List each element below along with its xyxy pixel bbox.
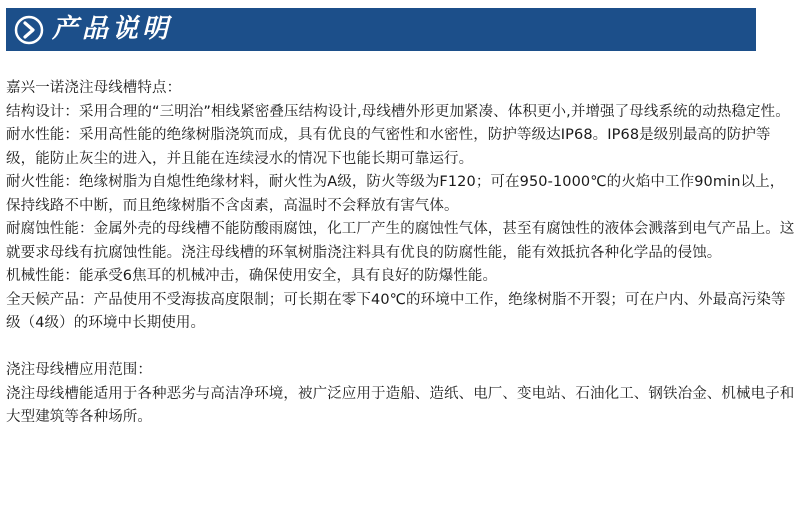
- page-title: 产品说明: [52, 14, 173, 44]
- feature-corrosion-resistance: 耐腐蚀性能：金属外壳的母线槽不能防酸雨腐蚀，化工厂产生的腐蚀性气体，甚至有腐蚀性的液体会溅落到电气产品上。这就要求母线有抗腐蚀性能。浇注母线槽的环氧树脂浇注料具有优良的防腐性能，能有效抵抗各种化学品的侵蚀。: [6, 221, 795, 261]
- features-heading: 嘉兴一诺浇注母线槽特点：: [6, 80, 182, 96]
- application-heading: 浇注母线槽应用范围：: [6, 362, 152, 378]
- feature-mechanical: 机械性能：能承受6焦耳的机械冲击，确保使用安全，具有良好的防爆性能。: [6, 268, 498, 284]
- section-banner: [6, 8, 756, 51]
- application-scope: 浇注母线槽能适用于各种恶劣与高洁净环境，被广泛应用于造船、造纸、电厂、变电站、石油化工、钢铁冶金、机械电子和大型建筑等各种场所。: [6, 385, 795, 425]
- section-spacer: [6, 336, 796, 360]
- feature-water-resistance: 耐水性能：采用高性能的绝缘树脂浇筑而成，具有优良的气密性和水密性，防护等级达IP68。IP68是级别最高的防护等级，能防止灰尘的进入，并且能在连续浸水的情况下也能长期可靠运行。: [6, 127, 771, 167]
- feature-structure: 结构设计：采用合理的“三明治”相线紧密叠压结构设计,母线槽外形更加紧凑、体积更小,并增强了母线系统的动热稳定性。: [6, 103, 790, 120]
- description-body: [6, 77, 796, 430]
- feature-all-weather: 全天候产品：产品使用不受海拔高度限制；可长期在零下40℃的环境中工作，绝缘树脂不开裂；可在户内、外最高污染等级（4级）的环境中长期使用。: [6, 291, 786, 331]
- chevron-right-icon: [12, 13, 46, 47]
- feature-fire-resistance: 耐火性能：绝缘树脂为自熄性绝缘材料，耐火性为A级，防火等级为F120；可在950-1000℃的火焰中工作90min以上，保持线路不中断，而且绝缘树脂不含卤素，高温时不会释放有害气体。: [6, 174, 785, 214]
